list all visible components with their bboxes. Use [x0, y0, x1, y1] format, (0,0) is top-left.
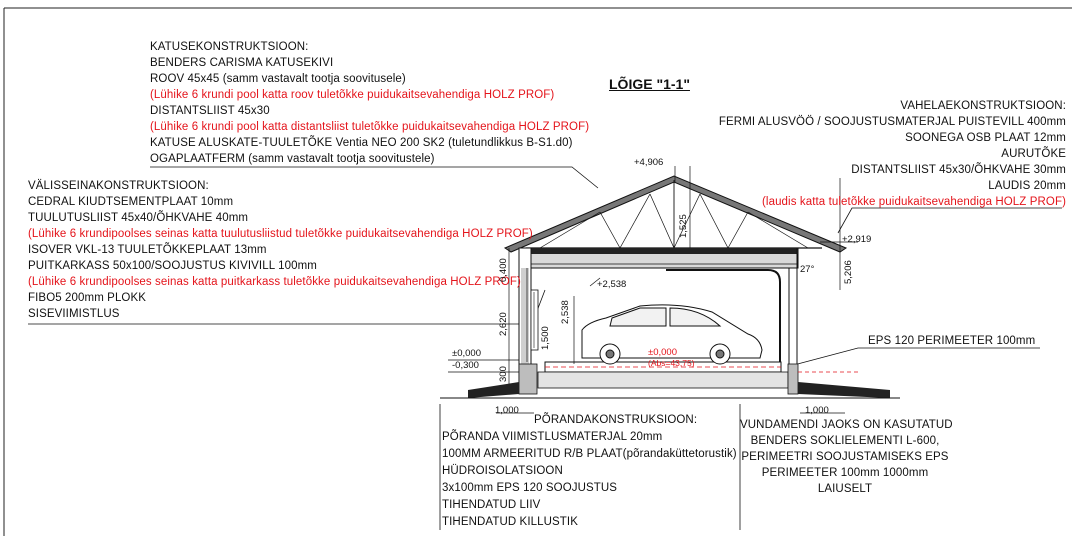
floor-heading: PÕRANDAKONSTRUKSIOON: — [534, 414, 698, 426]
floor-construction — [442, 414, 737, 529]
floor-line: HÜDROISOLATSIOON — [442, 465, 563, 477]
floor-line: 3x100mm EPS 120 SOOJUSTUS — [442, 482, 618, 494]
ridge-level-label: +4,906 — [634, 157, 664, 168]
roof-line: BENDERS CARISMA KATUSEKIVI — [150, 57, 334, 69]
ceiling-line: AURUTÕKE — [1001, 148, 1066, 160]
ceiling-construction — [706, 100, 1066, 209]
foundation-line: LAIUSELT — [817, 483, 873, 495]
wall-line: SISEVIIMISTLUS — [28, 308, 120, 320]
zero-level-label: ±0,000 — [452, 348, 481, 359]
foundation-line: VUNDAMENDI JAOKS ON KASUTATUD — [740, 419, 953, 431]
floor-abs-label: (Abs=43,75) — [648, 358, 695, 368]
ceiling-line-note: (laudis katta tuletõkke puidukaitsevahendiga HOLZ PROF) — [761, 196, 1066, 208]
section-title: LÕIGE "1-1" — [609, 76, 690, 92]
eps-perimeter-label: EPS 120 PERIMEETER 100mm — [868, 335, 1036, 347]
interior-height-label: 2,538 — [560, 300, 571, 324]
foundation-line: PERIMEETRI SOOJUSTAMISEKS EPS — [741, 451, 949, 463]
floor-zero-label: ±0,000 — [648, 347, 677, 358]
window-height-label: 1,500 — [540, 326, 551, 350]
floor-line: TIHENDATUD LIIV — [442, 499, 541, 511]
floor-line: 100MM ARMEERITUD R/B PLAAT(põrandaküttetorustik) — [442, 448, 737, 460]
right-width-label: 1,000 — [805, 405, 829, 416]
wall-heading: VÄLISSEINAKONSTRUKTSIOON: — [28, 180, 209, 192]
wall-construction — [28, 180, 533, 321]
foundation-note — [740, 419, 953, 496]
roof-heading: KATUSEKONSTRUKTSIOON: — [150, 41, 309, 53]
plinth-height-label: 300 — [498, 366, 509, 382]
wall-line: FIBO5 200mm PLOKK — [28, 292, 147, 304]
roof-angle-label: 27° — [800, 264, 815, 275]
foundation-line: BENDERS SOKLIELEMENTI L-600, — [750, 435, 940, 447]
roof-line: DISTANTSLIIST 45x30 — [150, 105, 270, 117]
ceiling-line: SOONEGA OSB PLAAT 12mm — [905, 132, 1066, 144]
wall-line: ISOVER VKL-13 TUULETÕKKEPLAAT 13mm — [28, 244, 267, 256]
roof-construction — [150, 41, 589, 166]
wall-line: PUITKARKASS 50x100/SOOJUSTUS KIVIVILL 100mm — [28, 260, 317, 272]
total-height-label: 5,206 — [843, 260, 854, 284]
wall-line: TUULUTUSLIIST 45x40/ÕHKVAHE 40mm — [28, 212, 249, 224]
floor-line: PÕRANDA VIIMISTLUSMATERJAL 20mm — [442, 431, 663, 443]
ceiling-line: DISTANTSLIIST 45x30/ÕHKVAHE 30mm — [851, 164, 1066, 176]
wall-height-label: 2,620 — [498, 312, 509, 336]
roof-line: KATUSE ALUSKATE-TUULETÕKE Ventia NEO 200 SK2 (tuletundlikkus B-S1.d0) — [150, 137, 573, 149]
ceiling-line: FERMI ALUSVÖÖ / SOOJUSTUSMATERJAL PUISTEVILL 400mm — [718, 116, 1066, 128]
wall-line-note: (Lühike 6 krundipoolses seinas katta tuulutusliistud tuletõkke puidukaitsevahendiga HOLZ PROF) — [28, 228, 533, 240]
roof-line: OGAPLAATFERM (samm vastavalt tootja soovitustele) — [150, 153, 435, 165]
eave-level-label: +2,919 — [842, 234, 872, 245]
left-width-label: 1,000 — [495, 405, 519, 416]
ceiling-thickness-label: 0,400 — [498, 258, 509, 282]
ceiling-level-label: +2,538 — [597, 279, 627, 290]
wall-line-note: (Lühike 6 krundipoolses seinas katta puitkarkass tuletõkke puidukaitsevahendiga HOLZ PROF) — [28, 276, 521, 288]
wall-line: CEDRAL KIUDTSEMENTPLAAT 10mm — [28, 196, 234, 208]
roof-line-note: (Lühike 6 krundi pool katta roov tuletõkke puidukaitsevahendiga HOLZ PROF) — [150, 89, 555, 101]
ceiling-line: LAUDIS 20mm — [988, 180, 1066, 192]
ceiling-heading: VAHELAEKONSTRUKTSIOON: — [900, 100, 1066, 112]
ground-level-label: -0,300 — [452, 360, 479, 371]
roof-line: ROOV 45x45 (samm vastavalt tootja soovitusele) — [150, 73, 406, 85]
truss-height-label: 1,525 — [678, 214, 689, 238]
floor-line: TIHENDATUD KILLUSTIK — [442, 516, 578, 528]
roof-line-note: (Lühike 6 krundi pool katta distantsliist tuletõkke puidukaitsevahendiga HOLZ PROF) — [150, 121, 590, 133]
foundation-line: PERIMEETER 100mm 1000mm — [761, 467, 929, 479]
